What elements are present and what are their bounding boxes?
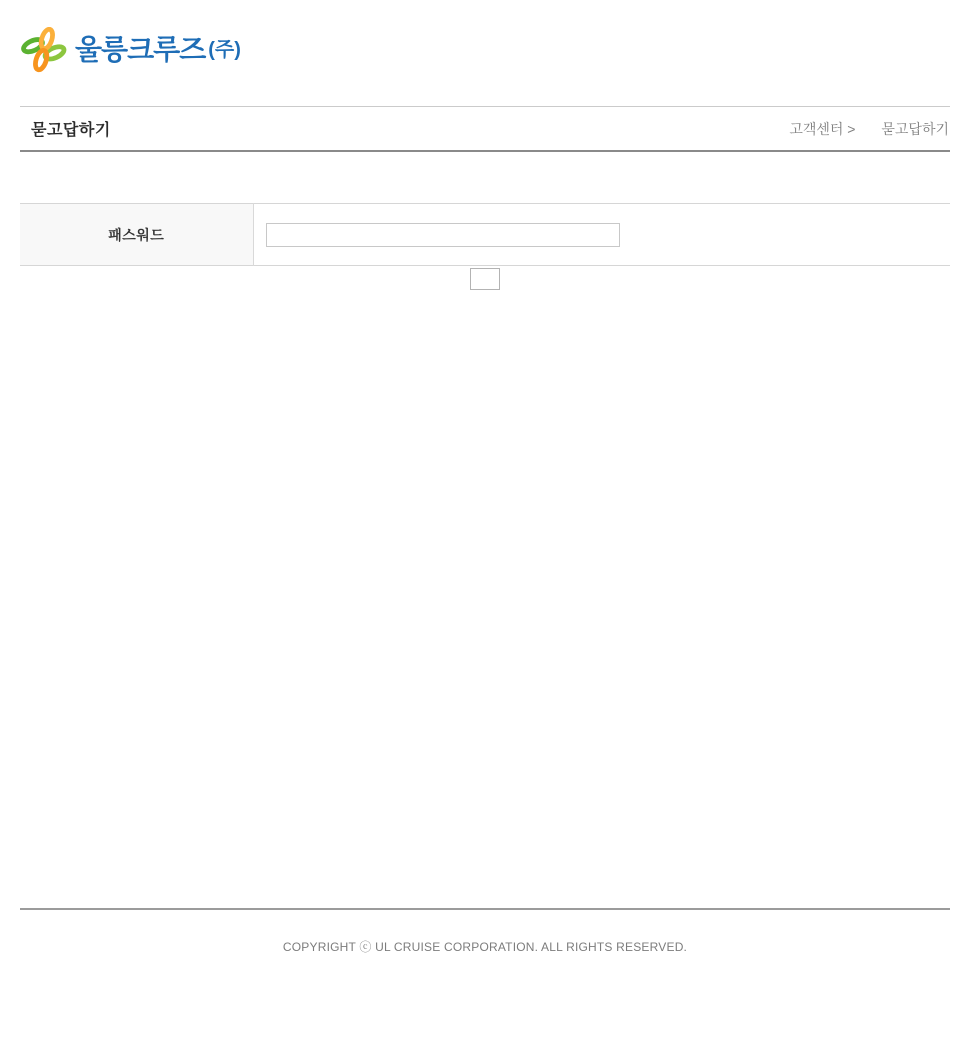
main-content — [0, 152, 970, 908]
password-form-table — [20, 203, 950, 266]
logo-company-name: 울릉크루즈 — [75, 34, 206, 65]
page-title: 묻고답하기 — [31, 122, 111, 139]
site-header — [0, 0, 970, 107]
breadcrumb-parent[interactable]: 고객센터 > — [789, 120, 856, 137]
button-row — [20, 268, 950, 294]
breadcrumb — [789, 119, 950, 139]
table-row — [20, 204, 950, 266]
password-input[interactable] — [266, 223, 620, 247]
logo[interactable] — [21, 27, 241, 73]
submit-button[interactable] — [470, 268, 500, 290]
title-bar — [0, 107, 970, 152]
copyright-text: COPYRIGHT ⓒ UL CRUISE CORPORATION. ALL RIGHTS RESERVED. — [282, 940, 688, 954]
breadcrumb-current: 묻고답하기 — [881, 120, 949, 137]
site-footer — [0, 908, 970, 955]
password-input-cell — [253, 204, 950, 266]
logo-corp-suffix: (주) — [208, 39, 241, 61]
flower-pinwheel-icon — [21, 27, 67, 73]
password-label: 패스워드 — [20, 204, 253, 266]
